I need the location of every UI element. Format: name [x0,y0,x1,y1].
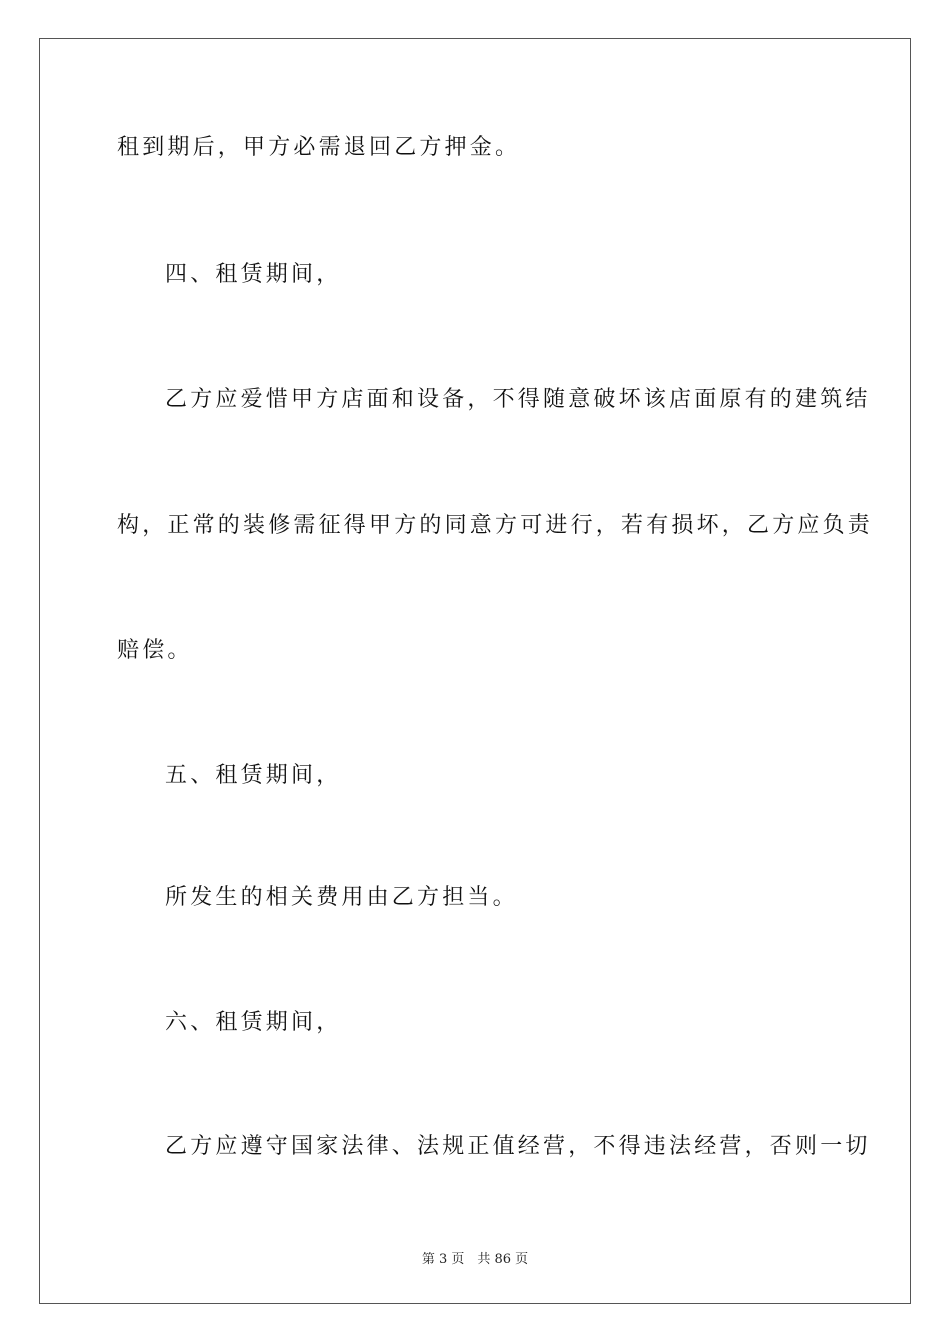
page-border [39,38,911,1304]
paragraph-line: 所发生的相关费用由乙方担当。 [165,885,518,910]
paragraph-line: 乙方应遵守国家法律、法规正值经营，不得违法经营，否则一切 [165,1134,871,1159]
section-heading: 四、租赁期间， [165,262,342,287]
paragraph-line: 赔偿。 [117,638,193,663]
page-number-footer: 第 3 页 共 86 页 [421,1252,529,1267]
paragraph-line: 租到期后，甲方必需退回乙方押金。 [117,135,521,160]
section-heading: 五、租赁期间， [165,763,342,788]
paragraph-line: 乙方应爱惜甲方店面和设备，不得随意破坏该店面原有的建筑结 [165,387,871,412]
paragraph-line: 构，正常的装修需征得甲方的同意方可进行，若有损坏，乙方应负责 [117,513,874,538]
section-heading: 六、租赁期间， [165,1010,342,1035]
